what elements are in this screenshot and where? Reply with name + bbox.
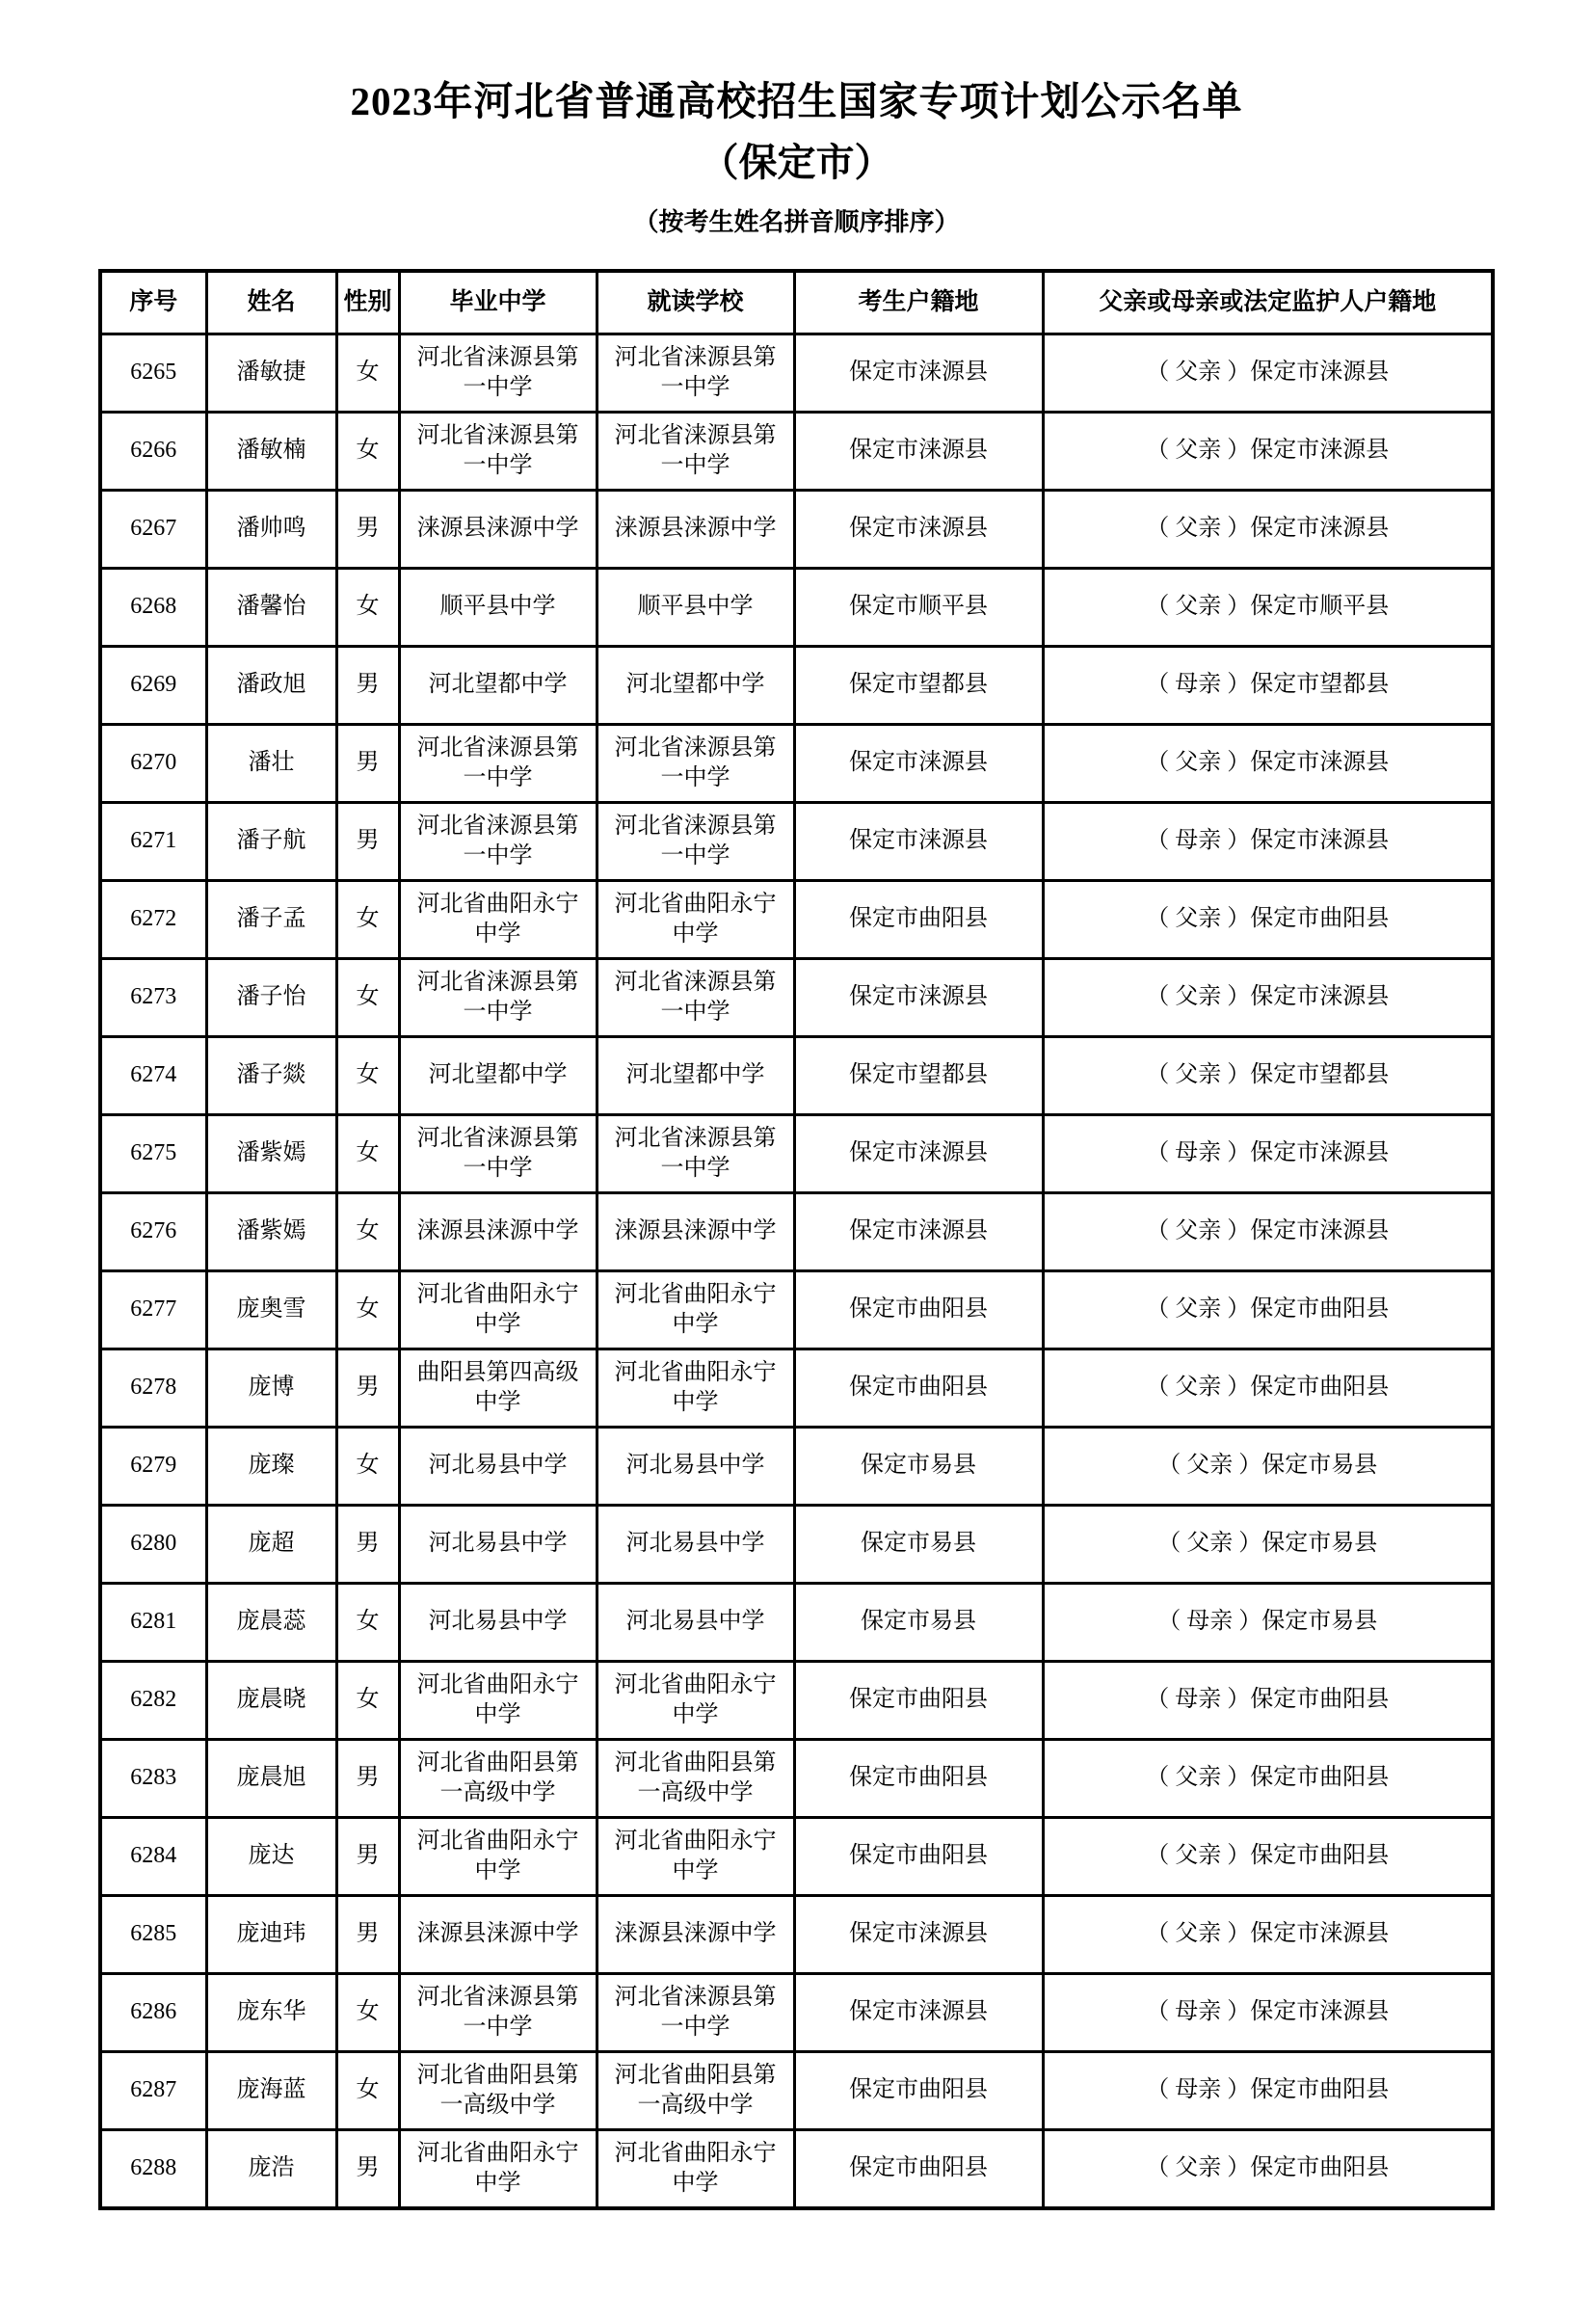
- table-row: [100, 1506, 1493, 1584]
- table-row: [100, 1818, 1493, 1896]
- cell-seq: 6282: [100, 1662, 206, 1740]
- cell-seq: 6272: [100, 881, 206, 959]
- cell-grad-school: 涞源县涞源中学: [399, 1193, 597, 1271]
- cell-guardian-registration: （ 父亲 ）保定市涞源县: [1043, 1896, 1493, 1974]
- document-page: [0, 69, 1593, 2324]
- cell-name: 庞浩: [206, 2130, 336, 2209]
- table-row: [100, 1037, 1493, 1115]
- cell-guardian-registration: （ 父亲 ）保定市曲阳县: [1043, 1740, 1493, 1818]
- cell-grad-school: 河北省涞源县第一中学: [399, 803, 597, 881]
- cell-registration: 保定市望都县: [794, 1037, 1043, 1115]
- cell-seq: 6268: [100, 569, 206, 647]
- cell-grad-school: 曲阳县第四高级中学: [399, 1349, 597, 1428]
- cell-name: 潘帅鸣: [206, 491, 336, 569]
- cell-grad-school: 河北省涞源县第一中学: [399, 725, 597, 803]
- cell-seq: 6266: [100, 413, 206, 491]
- table-row: [100, 491, 1493, 569]
- cell-grad-school: 河北省曲阳永宁中学: [399, 881, 597, 959]
- cell-gender: 女: [336, 1662, 399, 1740]
- cell-attend-school: 河北省曲阳永宁中学: [597, 1349, 794, 1428]
- cell-gender: 女: [336, 2052, 399, 2130]
- cell-gender: 男: [336, 1818, 399, 1896]
- cell-grad-school: 河北易县中学: [399, 1506, 597, 1584]
- cell-registration: 保定市易县: [794, 1506, 1043, 1584]
- table-row: [100, 569, 1493, 647]
- cell-grad-school: 河北省曲阳永宁中学: [399, 2130, 597, 2209]
- cell-registration: 保定市曲阳县: [794, 2052, 1043, 2130]
- cell-name: 潘馨怡: [206, 569, 336, 647]
- table-row: [100, 881, 1493, 959]
- table-row: [100, 413, 1493, 491]
- table-header-row: [100, 271, 1493, 334]
- cell-attend-school: 河北省涞源县第一中学: [597, 959, 794, 1037]
- cell-registration: 保定市曲阳县: [794, 2130, 1043, 2209]
- column-header-guardian-registration: 父亲或母亲或法定监护人户籍地: [1043, 271, 1493, 334]
- cell-registration: 保定市易县: [794, 1584, 1043, 1662]
- cell-grad-school: 河北省曲阳永宁中学: [399, 1662, 597, 1740]
- cell-attend-school: 河北望都中学: [597, 1037, 794, 1115]
- cell-attend-school: 河北省涞源县第一中学: [597, 1115, 794, 1193]
- cell-guardian-registration: （ 母亲 ）保定市望都县: [1043, 647, 1493, 725]
- cell-guardian-registration: （ 父亲 ）保定市涞源县: [1043, 413, 1493, 491]
- cell-registration: 保定市曲阳县: [794, 1662, 1043, 1740]
- cell-name: 庞达: [206, 1818, 336, 1896]
- cell-guardian-registration: （ 父亲 ）保定市望都县: [1043, 1037, 1493, 1115]
- cell-seq: 6278: [100, 1349, 206, 1428]
- cell-grad-school: 顺平县中学: [399, 569, 597, 647]
- cell-name: 潘子孟: [206, 881, 336, 959]
- table-row: [100, 1584, 1493, 1662]
- cell-registration: 保定市涞源县: [794, 1896, 1043, 1974]
- cell-attend-school: 河北省曲阳县第一高级中学: [597, 1740, 794, 1818]
- column-header-attend-school: 就读学校: [597, 271, 794, 334]
- cell-seq: 6281: [100, 1584, 206, 1662]
- cell-registration: 保定市涞源县: [794, 1974, 1043, 2052]
- cell-registration: 保定市曲阳县: [794, 1818, 1043, 1896]
- cell-gender: 男: [336, 1896, 399, 1974]
- cell-grad-school: 河北省涞源县第一中学: [399, 334, 597, 413]
- cell-gender: 男: [336, 2130, 399, 2209]
- table-row: [100, 1271, 1493, 1349]
- cell-gender: 男: [336, 1740, 399, 1818]
- page-subtitle-city: （保定市）: [700, 141, 893, 184]
- cell-attend-school: 河北省涞源县第一中学: [597, 334, 794, 413]
- cell-name: 潘壮: [206, 725, 336, 803]
- column-header-seq: 序号: [100, 271, 206, 334]
- cell-guardian-registration: （ 父亲 ）保定市涞源县: [1043, 491, 1493, 569]
- cell-guardian-registration: （ 父亲 ）保定市曲阳县: [1043, 881, 1493, 959]
- cell-registration: 保定市曲阳县: [794, 1740, 1043, 1818]
- table-row: [100, 725, 1493, 803]
- cell-grad-school: 河北省曲阳永宁中学: [399, 1818, 597, 1896]
- table-row: [100, 1896, 1493, 1974]
- cell-name: 庞晨晓: [206, 1662, 336, 1740]
- cell-registration: 保定市涞源县: [794, 334, 1043, 413]
- table-row: [100, 647, 1493, 725]
- cell-guardian-registration: （ 母亲 ）保定市涞源县: [1043, 1115, 1493, 1193]
- cell-attend-school: 河北省涞源县第一中学: [597, 1974, 794, 2052]
- cell-registration: 保定市涞源县: [794, 725, 1043, 803]
- cell-gender: 男: [336, 1349, 399, 1428]
- cell-grad-school: 河北易县中学: [399, 1428, 597, 1506]
- cell-grad-school: 河北省涞源县第一中学: [399, 1974, 597, 2052]
- cell-attend-school: 河北易县中学: [597, 1506, 794, 1584]
- cell-registration: 保定市涞源县: [794, 1115, 1043, 1193]
- cell-grad-school: 河北易县中学: [399, 1584, 597, 1662]
- cell-seq: 6274: [100, 1037, 206, 1115]
- cell-name: 潘敏捷: [206, 334, 336, 413]
- cell-gender: 男: [336, 725, 399, 803]
- cell-grad-school: 河北省曲阳县第一高级中学: [399, 2052, 597, 2130]
- cell-name: 潘子航: [206, 803, 336, 881]
- cell-registration: 保定市涞源县: [794, 413, 1043, 491]
- cell-guardian-registration: （ 母亲 ）保定市易县: [1043, 1584, 1493, 1662]
- table-header: [100, 271, 1493, 334]
- cell-gender: 男: [336, 491, 399, 569]
- cell-gender: 女: [336, 334, 399, 413]
- cell-guardian-registration: （ 父亲 ）保定市顺平县: [1043, 569, 1493, 647]
- cell-grad-school: 涞源县涞源中学: [399, 1896, 597, 1974]
- cell-guardian-registration: （ 父亲 ）保定市易县: [1043, 1428, 1493, 1506]
- cell-name: 潘紫嫣: [206, 1193, 336, 1271]
- cell-gender: 女: [336, 1037, 399, 1115]
- cell-guardian-registration: （ 父亲 ）保定市曲阳县: [1043, 1818, 1493, 1896]
- cell-seq: 6280: [100, 1506, 206, 1584]
- cell-gender: 女: [336, 1428, 399, 1506]
- cell-registration: 保定市曲阳县: [794, 1349, 1043, 1428]
- cell-gender: 女: [336, 959, 399, 1037]
- cell-seq: 6267: [100, 491, 206, 569]
- cell-seq: 6265: [100, 334, 206, 413]
- cell-seq: 6284: [100, 1818, 206, 1896]
- cell-guardian-registration: （ 母亲 ）保定市曲阳县: [1043, 1662, 1493, 1740]
- cell-gender: 男: [336, 1506, 399, 1584]
- candidate-roster-table: [98, 269, 1495, 2210]
- cell-guardian-registration: （ 母亲 ）保定市曲阳县: [1043, 2052, 1493, 2130]
- cell-attend-school: 河北省曲阳县第一高级中学: [597, 2052, 794, 2130]
- cell-name: 庞东华: [206, 1974, 336, 2052]
- cell-registration: 保定市望都县: [794, 647, 1043, 725]
- column-header-name: 姓名: [206, 271, 336, 334]
- cell-seq: 6288: [100, 2130, 206, 2209]
- page-title: 2023年河北省普通高校招生国家专项计划公示名单: [350, 79, 1243, 123]
- cell-seq: 6275: [100, 1115, 206, 1193]
- cell-attend-school: 涞源县涞源中学: [597, 1193, 794, 1271]
- cell-name: 潘子怡: [206, 959, 336, 1037]
- cell-gender: 女: [336, 1271, 399, 1349]
- table-row: [100, 1662, 1493, 1740]
- cell-grad-school: 涞源县涞源中学: [399, 491, 597, 569]
- cell-gender: 女: [336, 1974, 399, 2052]
- cell-registration: 保定市曲阳县: [794, 881, 1043, 959]
- cell-seq: 6271: [100, 803, 206, 881]
- cell-guardian-registration: （ 父亲 ）保定市易县: [1043, 1506, 1493, 1584]
- cell-grad-school: 河北省涞源县第一中学: [399, 413, 597, 491]
- cell-attend-school: 河北望都中学: [597, 647, 794, 725]
- cell-gender: 女: [336, 1193, 399, 1271]
- table-row: [100, 1193, 1493, 1271]
- cell-grad-school: 河北省曲阳永宁中学: [399, 1271, 597, 1349]
- column-header-grad-school: 毕业中学: [399, 271, 597, 334]
- cell-guardian-registration: （ 父亲 ）保定市涞源县: [1043, 334, 1493, 413]
- cell-guardian-registration: （ 父亲 ）保定市曲阳县: [1043, 1349, 1493, 1428]
- table-body: [100, 334, 1493, 2209]
- table-row: [100, 1349, 1493, 1428]
- cell-registration: 保定市易县: [794, 1428, 1043, 1506]
- cell-gender: 男: [336, 647, 399, 725]
- cell-attend-school: 河北易县中学: [597, 1428, 794, 1506]
- sort-order-note: （按考生姓名拼音顺序排序）: [633, 208, 960, 236]
- table-row: [100, 2130, 1493, 2209]
- cell-guardian-registration: （ 父亲 ）保定市涞源县: [1043, 1193, 1493, 1271]
- cell-registration: 保定市曲阳县: [794, 1271, 1043, 1349]
- cell-seq: 6287: [100, 2052, 206, 2130]
- cell-attend-school: 河北省涞源县第一中学: [597, 803, 794, 881]
- cell-attend-school: 河北省涞源县第一中学: [597, 413, 794, 491]
- cell-gender: 女: [336, 881, 399, 959]
- cell-name: 庞奥雪: [206, 1271, 336, 1349]
- cell-attend-school: 涞源县涞源中学: [597, 491, 794, 569]
- cell-registration: 保定市涞源县: [794, 959, 1043, 1037]
- cell-grad-school: 河北望都中学: [399, 1037, 597, 1115]
- cell-guardian-registration: （ 母亲 ）保定市涞源县: [1043, 803, 1493, 881]
- cell-gender: 女: [336, 413, 399, 491]
- cell-name: 潘政旭: [206, 647, 336, 725]
- cell-seq: 6270: [100, 725, 206, 803]
- table-row: [100, 959, 1493, 1037]
- cell-guardian-registration: （ 父亲 ）保定市涞源县: [1043, 725, 1493, 803]
- table-row: [100, 803, 1493, 881]
- cell-attend-school: 河北易县中学: [597, 1584, 794, 1662]
- cell-attend-school: 河北省曲阳永宁中学: [597, 1662, 794, 1740]
- table-row: [100, 1740, 1493, 1818]
- cell-grad-school: 河北望都中学: [399, 647, 597, 725]
- column-header-gender: 性别: [336, 271, 399, 334]
- cell-gender: 女: [336, 569, 399, 647]
- cell-name: 庞迪玮: [206, 1896, 336, 1974]
- cell-attend-school: 河北省曲阳永宁中学: [597, 881, 794, 959]
- cell-attend-school: 涞源县涞源中学: [597, 1896, 794, 1974]
- table-row: [100, 2052, 1493, 2130]
- table-row: [100, 1115, 1493, 1193]
- cell-registration: 保定市涞源县: [794, 803, 1043, 881]
- cell-attend-school: 河北省曲阳永宁中学: [597, 2130, 794, 2209]
- cell-name: 潘敏楠: [206, 413, 336, 491]
- cell-gender: 女: [336, 1115, 399, 1193]
- cell-grad-school: 河北省曲阳县第一高级中学: [399, 1740, 597, 1818]
- cell-name: 潘子燚: [206, 1037, 336, 1115]
- column-header-registration: 考生户籍地: [794, 271, 1043, 334]
- cell-attend-school: 顺平县中学: [597, 569, 794, 647]
- cell-seq: 6273: [100, 959, 206, 1037]
- table-row: [100, 1428, 1493, 1506]
- cell-registration: 保定市涞源县: [794, 491, 1043, 569]
- cell-name: 庞晨旭: [206, 1740, 336, 1818]
- cell-seq: 6285: [100, 1896, 206, 1974]
- cell-grad-school: 河北省涞源县第一中学: [399, 959, 597, 1037]
- cell-name: 潘紫嫣: [206, 1115, 336, 1193]
- cell-seq: 6279: [100, 1428, 206, 1506]
- cell-seq: 6286: [100, 1974, 206, 2052]
- cell-name: 庞超: [206, 1506, 336, 1584]
- cell-registration: 保定市顺平县: [794, 569, 1043, 647]
- cell-name: 庞海蓝: [206, 2052, 336, 2130]
- cell-gender: 女: [336, 1584, 399, 1662]
- cell-registration: 保定市涞源县: [794, 1193, 1043, 1271]
- cell-guardian-registration: （ 父亲 ）保定市涞源县: [1043, 959, 1493, 1037]
- cell-attend-school: 河北省曲阳永宁中学: [597, 1818, 794, 1896]
- cell-guardian-registration: （ 母亲 ）保定市涞源县: [1043, 1974, 1493, 2052]
- cell-seq: 6276: [100, 1193, 206, 1271]
- cell-gender: 男: [336, 803, 399, 881]
- cell-seq: 6269: [100, 647, 206, 725]
- table-row: [100, 1974, 1493, 2052]
- cell-name: 庞博: [206, 1349, 336, 1428]
- cell-name: 庞晨蕊: [206, 1584, 336, 1662]
- cell-attend-school: 河北省曲阳永宁中学: [597, 1271, 794, 1349]
- cell-grad-school: 河北省涞源县第一中学: [399, 1115, 597, 1193]
- cell-seq: 6277: [100, 1271, 206, 1349]
- table-row: [100, 334, 1493, 413]
- cell-seq: 6283: [100, 1740, 206, 1818]
- cell-name: 庞璨: [206, 1428, 336, 1506]
- cell-attend-school: 河北省涞源县第一中学: [597, 725, 794, 803]
- cell-guardian-registration: （ 父亲 ）保定市曲阳县: [1043, 2130, 1493, 2209]
- cell-guardian-registration: （ 父亲 ）保定市曲阳县: [1043, 1271, 1493, 1349]
